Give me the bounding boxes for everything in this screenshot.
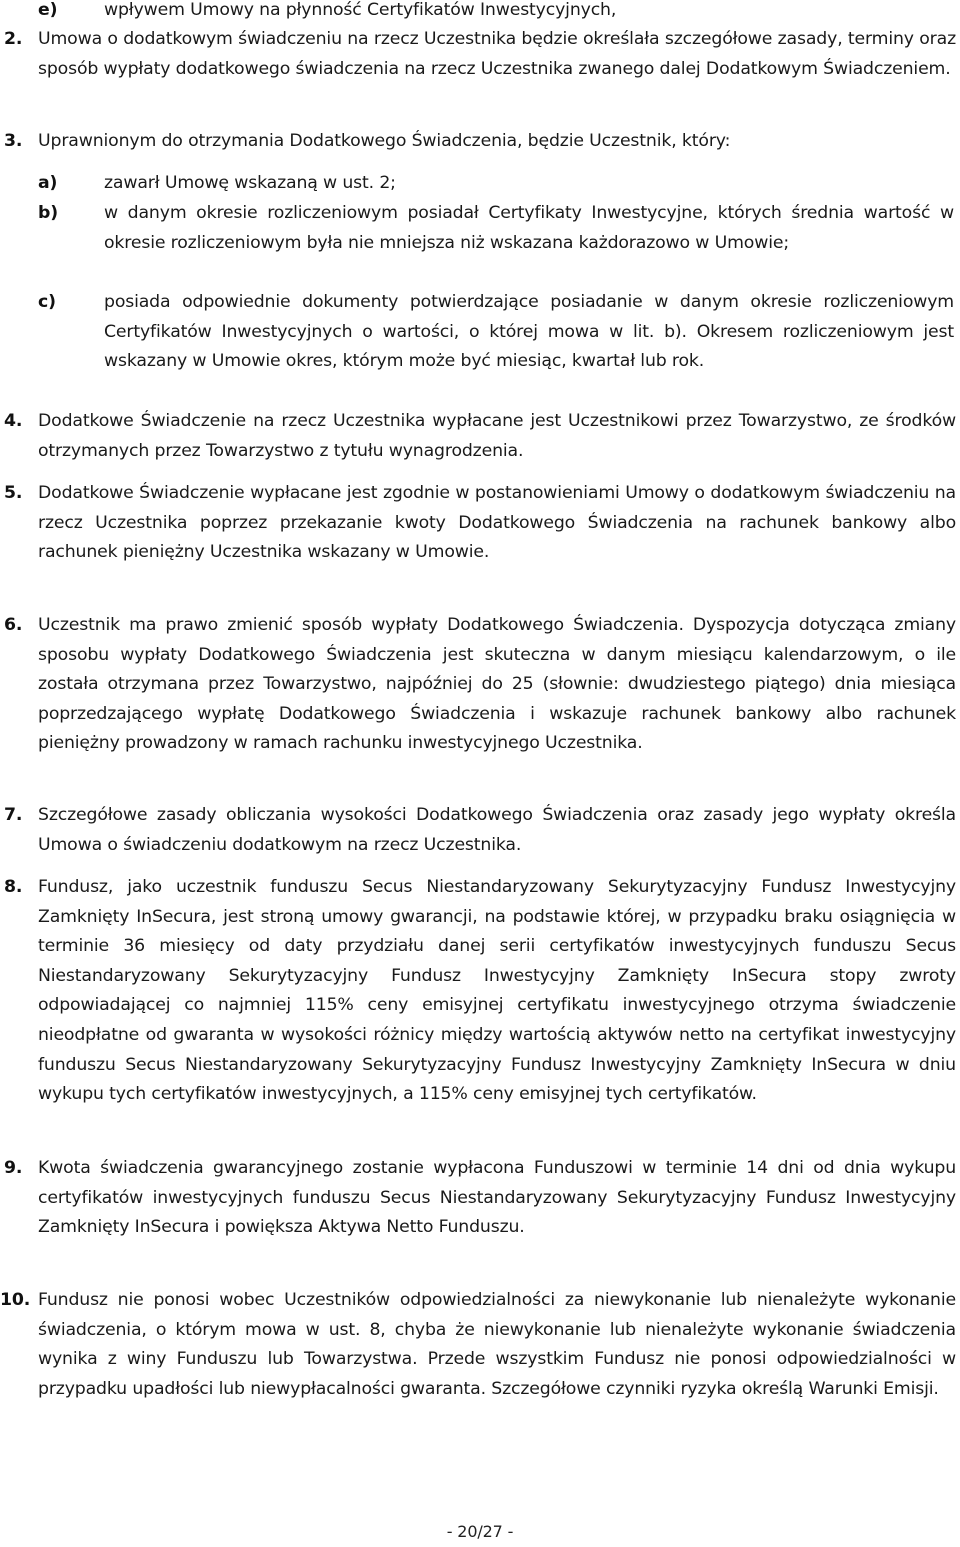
list-item-text: wpływem Umowy na płynność Certyfikatów Inwestycyjnych,: [104, 0, 617, 20]
paragraph-number: 9.: [4, 1158, 23, 1178]
list-item-text: posiada odpowiednie dokumenty potwierdzające posiadanie w danym okresie rozliczeniowym Certyfikatów Inwestycyjnych o wartości, o której mowa w lit. b). Okresem rozliczeniowym jest wskazany w Umowie okres, którym może być miesiąc, kwartał lub rok.: [104, 292, 954, 372]
paragraph-number: 3.: [4, 131, 23, 151]
paragraph-number: 6.: [4, 615, 23, 635]
paragraph-number: 10.: [0, 1290, 31, 1310]
paragraph-text: Uprawnionym do otrzymania Dodatkowego Świadczenia, będzie Uczestnik, który:: [38, 131, 731, 151]
paragraph-text: Fundusz, jako uczestnik funduszu Secus Niestandaryzowany Sekurytyzacyjny Fundusz Inwestycyjny Zamknięty InSecura, jest stroną umowy gwarancji, na podstawie której, w przypadku braku osiągnięcia w terminie 36 miesięcy od daty przydziału danej serii certyfikatów inwestycyjnych funduszu Secus Niestandaryzowany Sekurytyzacyjny Fundusz Inwestycyjny Zamknięty InSecura stopy zwroty odpowiadającej co najmniej 115% ceny emisyjnej certyfikatu inwestycyjnego otrzyma świadczenie nieodpłatne od gwaranta w wysokości różnicy między wartością aktywów netto na certyfikat inwestycyjny funduszu Secus Niestandaryzowany Sekurytyzacyjny Fundusz Inwestycyjny Zamknięty InSecura w dniu wykupu tych certyfikatów inwestycyjnych, a 115% ceny emisyjnej tych certyfikatów.: [38, 877, 956, 1105]
paragraph-number: 8.: [4, 877, 23, 897]
paragraph-text: Kwota świadczenia gwarancyjnego zostanie wypłacona Funduszowi w terminie 14 dni od dnia wykupu certyfikatów inwestycyjnych funduszu Secus Niestandaryzowany Sekurytyzacyjny Fundusz Inwestycyjny Zamknięty InSecura i powiększa Aktywa Netto Funduszu.: [38, 1158, 956, 1238]
paragraph-text: Fundusz nie ponosi wobec Uczestników odpowiedzialności za niewykonanie lub nienależyte wykonanie świadczenia, o którym mowa w ust. 8, chyba że niewykonanie lub nienależyte wykonanie świadczenia wynika z winy Funduszu lub Towarzystwa. Przede wszystkim Fundusz nie ponosi odpowiedzialności w przypadku upadłości lub niewypłacalności gwaranta. Szczegółowe czynniki ryzyka określą Warunki Emisji.: [38, 1290, 956, 1399]
list-marker: c): [38, 292, 56, 312]
list-marker: b): [38, 203, 58, 223]
paragraph-number: 5.: [4, 483, 23, 503]
paragraph-text: Umowa o dodatkowym świadczeniu na rzecz Uczestnika będzie określała szczegółowe zasady, terminy oraz sposób wypłaty dodatkowego świadczenia na rzecz Uczestnika zwanego dalej Dodatkowym Świadczeniem.: [38, 29, 956, 79]
paragraph-text: Dodatkowe Świadczenie na rzecz Uczestnika wypłacane jest Uczestnikowi przez Towarzystwo, ze środków otrzymanych przez Towarzystwo z tytułu wynagrodzenia.: [38, 411, 956, 461]
list-item-text: zawarł Umowę wskazaną w ust. 2;: [104, 173, 396, 193]
paragraph-number: 7.: [4, 805, 23, 825]
paragraph-number: 2.: [4, 29, 23, 49]
list-marker: e): [38, 0, 58, 20]
paragraph-text: Uczestnik ma prawo zmienić sposób wypłaty Dodatkowego Świadczenia. Dyspozycja dotycząca zmiany sposobu wypłaty Dodatkowego Świadczenia jest skuteczna w danym miesiącu kalendarzowym, o ile została otrzymana przez Towarzystwo, najpóźniej do 25 (słownie: dwudziestego piątego) dnia miesiąca poprzedzającego wypłatę Dodatkowego Świadczenia i wskazuje rachunek bankowy albo rachunek pieniężny prowadzony w ramach rachunku inwestycyjnego Uczestnika.: [38, 615, 956, 754]
paragraph-number: 4.: [4, 411, 23, 431]
list-item-text: w danym okresie rozliczeniowym posiadał Certyfikaty Inwestycyjne, których średnia wartość w okresie rozliczeniowym była nie mniejsza niż wskazana każdorazowo w Umowie;: [104, 203, 954, 253]
paragraph-text: Szczegółowe zasady obliczania wysokości Dodatkowego Świadczenia oraz zasady jego wypłaty określa Umowa o świadczeniu dodatkowym na rzecz Uczestnika.: [38, 805, 956, 855]
list-marker: a): [38, 173, 58, 193]
paragraph-text: Dodatkowe Świadczenie wypłacane jest zgodnie w postanowieniami Umowy o dodatkowym świadczeniu na rzecz Uczestnika poprzez przekazanie kwoty Dodatkowego Świadczenia na rachunek bankowy albo rachunek pieniężny Uczestnika wskazany w Umowie.: [38, 483, 956, 563]
page-number: - 20/27 -: [446, 1522, 514, 1541]
